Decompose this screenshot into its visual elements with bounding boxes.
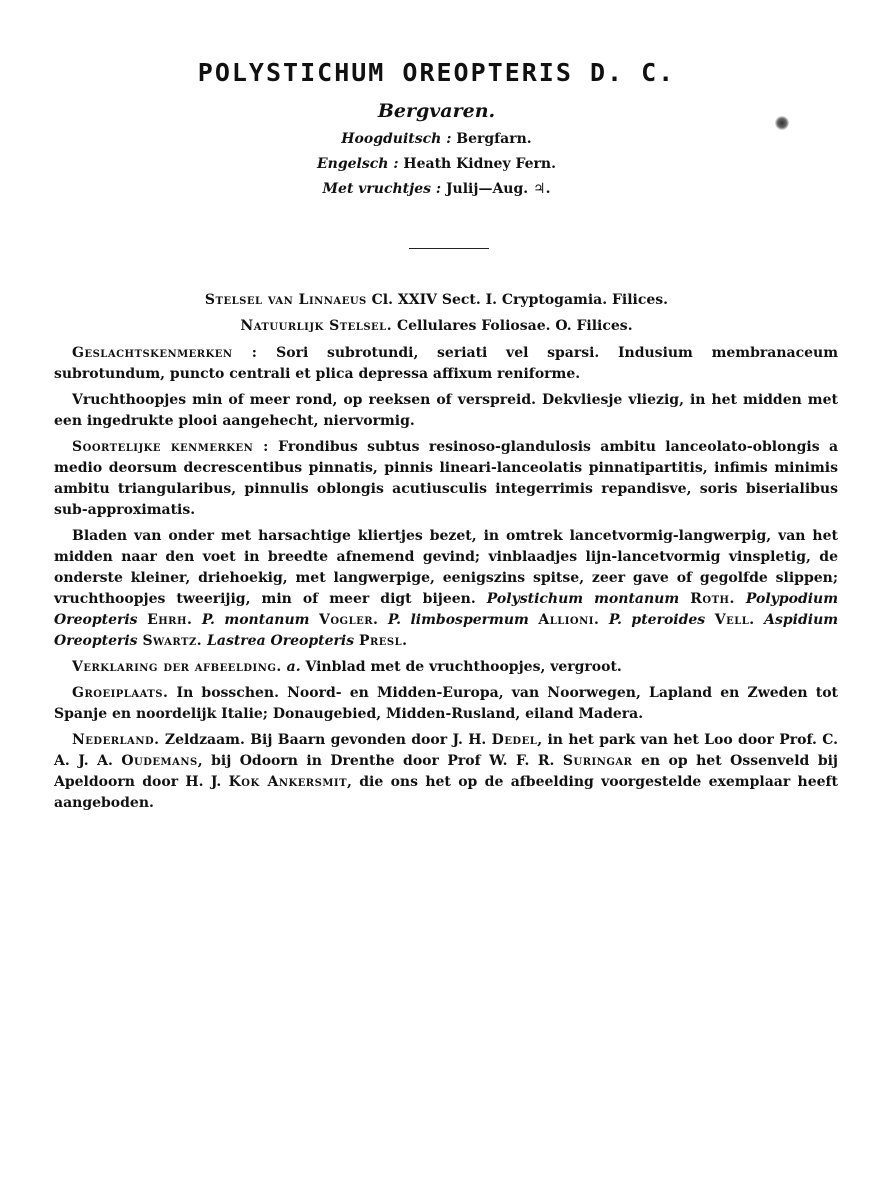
netherlands-text-3: , bij Odoorn in Drenthe door Prof W. F. R.: [197, 753, 555, 769]
natural-system-line: [0, 318, 873, 334]
natural-system-value: Cellulares Foliosae. O. Filices.: [396, 318, 633, 334]
english-name-line: [0, 156, 873, 172]
figure-letter: a.: [286, 659, 301, 675]
habitat-text: In bosschen. Noord- en Midden-Europa, van Noorwegen, Lapland en Zweden tot Spanje en noordelijk Italie; Donaugebied, Midden-Rusland, eiland Madera.: [54, 685, 838, 722]
linnaeus-value: Cl. XXIV Sect. I. Cryptogamia. Filices.: [371, 292, 669, 308]
synonym-5: P. pteroides: [608, 612, 706, 628]
figure-explanation-text: Vinblad met de vruchthoopjes, vergroot.: [305, 659, 622, 675]
netherlands-text-5: , die ons het op de afbeelding voorgestelde exemplaar heeft aangeboden.: [54, 774, 839, 811]
species-latin-text: Frondibus subtus resinoso-glandulosis ambitu lanceolato-oblongis a medio deorsum decrescentibus pinnatis, pinnis lineari-lanceolatis pinnatipartitis, infimis minimis ambitu triangularibus, pinnulis oblongis acutiusculis integerrimis repandisve, soris biserialibus sub-approximatis.: [54, 439, 839, 518]
figure-explanation-paragraph: [54, 657, 838, 678]
collector-name-4: Kok Ankersmit: [228, 774, 348, 790]
genus-label: Geslachtskenmerken :: [72, 345, 258, 361]
species-latin-paragraph: [54, 437, 838, 521]
german-name: Bergfarn.: [456, 131, 532, 147]
synonym-4-author: Allioni.: [538, 612, 600, 628]
species-dutch-paragraph: [54, 526, 838, 652]
ink-spot: [775, 116, 789, 130]
synonym-3: P. montanum: [201, 612, 310, 628]
species-label: Soortelijke kenmerken :: [72, 439, 269, 455]
synonym-2-author: Ehrh.: [147, 612, 193, 628]
header-divider: [409, 248, 489, 249]
genus-dutch-paragraph: Vruchthoopjes min of meer rond, op reeksen of verspreid. Dekvliesje vliezig, in het midden met een ingedrukte plooi aangehecht, niervormig.: [54, 392, 838, 429]
habitat-paragraph: [54, 683, 838, 725]
fruiting-label: Met vruchtjes :: [322, 181, 442, 197]
species-title: POLYSTICHUM OREOPTERIS D. C.: [197, 58, 676, 87]
linnaeus-system-line: [0, 292, 873, 308]
synonym-1: Polystichum montanum: [486, 591, 680, 607]
synonym-4: P. limbospermum: [387, 612, 529, 628]
synonym-2: Polypodium Oreopteris: [54, 591, 839, 628]
dutch-name: Bergvaren.: [377, 100, 496, 122]
figure-explanation-label: Verklaring der afbeelding.: [72, 659, 282, 675]
synonym-7-author: Presl.: [358, 633, 408, 649]
netherlands-text-1: Zeldzaam. Bij Baarn gevonden door J. H.: [164, 732, 487, 748]
synonym-3-author: Vogler.: [318, 612, 379, 628]
natural-system-label: Natuurlijk Stelsel.: [240, 318, 393, 334]
synonym-5-author: Vell.: [714, 612, 755, 628]
habitat-label: Groeiplaats.: [72, 685, 169, 701]
collector-name-1: Dedel: [491, 732, 538, 748]
synonym-6: Aspidium Oreopteris: [54, 612, 839, 649]
synonym-6-author: Swartz.: [142, 633, 203, 649]
synonym-7: Lastrea Oreopteris: [207, 633, 355, 649]
netherlands-label: Nederland.: [72, 732, 160, 748]
fruiting-value: Julij—Aug. ♃.: [445, 181, 551, 197]
netherlands-text-2: , in het park van het Loo door Prof. C. A. J. A.: [54, 732, 839, 769]
genus-latin-paragraph: [54, 343, 838, 385]
collector-name-2: Oudemans: [121, 753, 198, 769]
genus-latin-text: Sori subrotundi, seriati vel sparsi. Indusium membranaceum subrotundum, puncto centrali et plica depressa affixum reniforme.: [54, 345, 839, 382]
description-body: [54, 343, 838, 819]
english-label: Engelsch :: [317, 156, 399, 172]
synonym-1-author: Roth.: [690, 591, 735, 607]
german-name-line: [0, 131, 873, 147]
species-dutch-text: Bladen van onder met harsachtige kliertjes bezet, in omtrek lancetvormig-langwerpig, van het midden naar den voet in breedte afnemend gevind; vinblaadjes lijn-lancetvormig vinspletig, de onderste kleiner, driehoekig, met langwerpige, eenigszins spitse, zeer gave of gegolfde slippen; vruchthoopjes tweerijig, min of meer digt bijeen.: [54, 528, 838, 607]
netherlands-text-4: en op het Ossenveld bij Apeldoorn door H. J.: [54, 753, 839, 790]
german-label: Hoogduitsch :: [341, 131, 452, 147]
fruiting-line: [0, 181, 873, 197]
collector-name-3: Suringar: [562, 753, 633, 769]
english-name: Heath Kidney Fern.: [403, 156, 556, 172]
linnaeus-label: Stelsel van Linnaeus: [204, 292, 367, 308]
netherlands-paragraph: [54, 730, 838, 814]
